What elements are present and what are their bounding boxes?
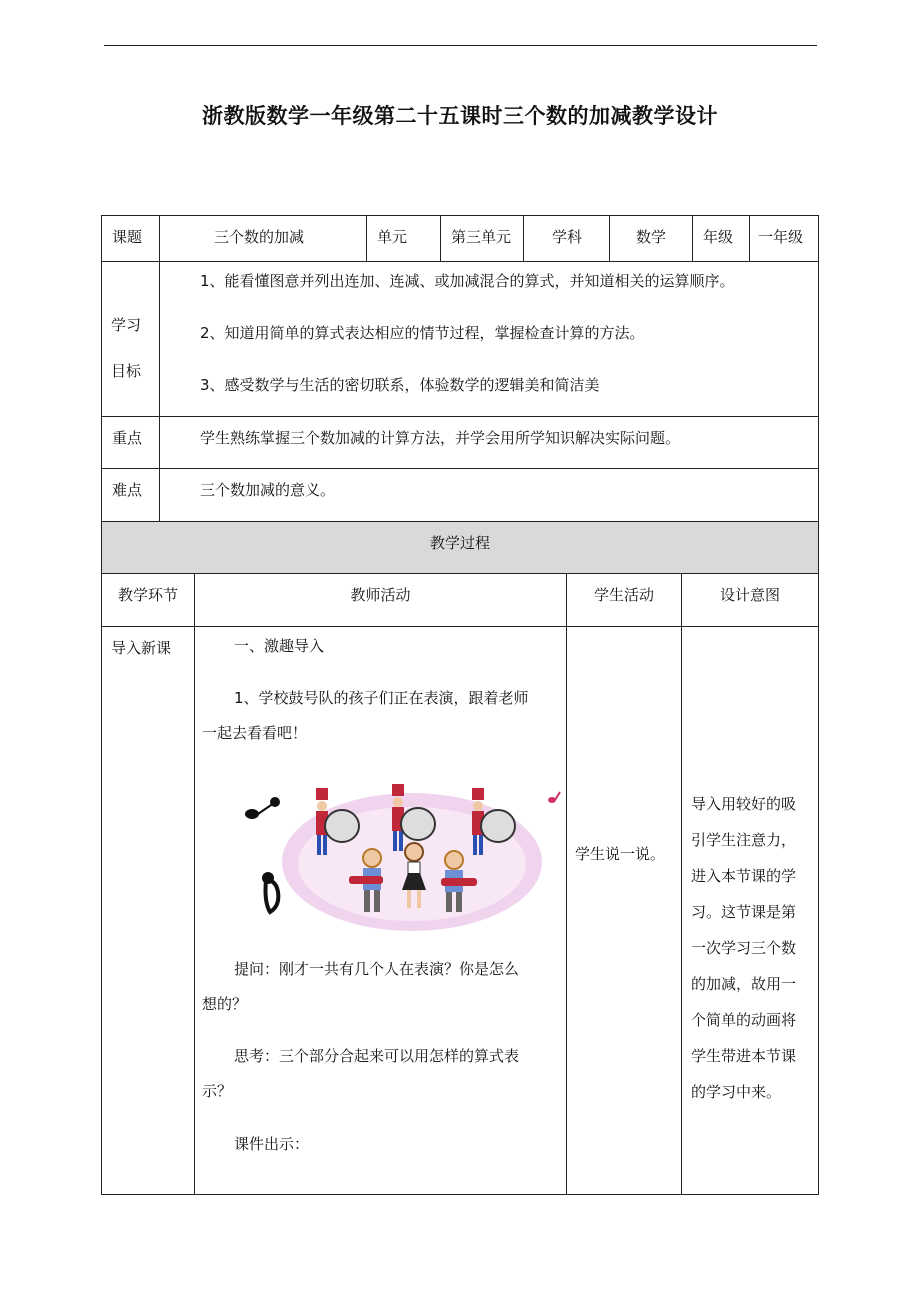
intro-section-heading: 一、激趣导入 bbox=[234, 637, 325, 655]
col-header-student: 学生活动 bbox=[566, 573, 682, 627]
col-header-intent: 设计意图 bbox=[681, 573, 819, 627]
question-line-2: 想的？ bbox=[202, 995, 248, 1013]
grade-label-cell: 年级 bbox=[692, 215, 750, 262]
music-note-icon bbox=[262, 872, 278, 912]
header-rule bbox=[104, 45, 817, 46]
intro-line-1: 1、学校鼓号队的孩子们正在表演，跟着老师 bbox=[234, 689, 529, 707]
unit-cell: 第三单元 bbox=[440, 215, 524, 262]
drum-band-illustration bbox=[236, 770, 572, 935]
unit-label-cell: 单元 bbox=[366, 215, 441, 262]
difficulty-label-cell: 难点 bbox=[101, 468, 160, 522]
design-intent-text: 导入用较好的吸引学生注意力，进入本节课的学习。这节课是第一次学习三个数的加减，故用一个简单的动画将学生带进本节课的学习中来。 bbox=[691, 795, 797, 1101]
music-note-icon bbox=[548, 792, 560, 803]
topic-label-cell: 课题 bbox=[101, 215, 160, 262]
think-line-1: 思考：三个部分合起来可以用怎样的算式表 bbox=[234, 1047, 520, 1065]
music-note-icon bbox=[245, 797, 280, 819]
subject-cell: 数学 bbox=[609, 215, 693, 262]
student-activity-cell: 学生说一说。 bbox=[566, 626, 682, 1195]
question-line-1: 提问：刚才一共有几个人在表演？你是怎么 bbox=[234, 960, 520, 978]
col-header-teacher: 教师活动 bbox=[194, 573, 567, 627]
objective-1: 1、能看懂图意并列出连加、连减、或加减混合的算式，并知道相关的运算顺序。 bbox=[200, 272, 735, 290]
intro-line-2: 一起去看看吧！ bbox=[202, 724, 308, 742]
topic-cell: 三个数的加减 bbox=[159, 215, 367, 262]
subject-label-cell: 学科 bbox=[523, 215, 610, 262]
stage-cell: 导入新课 bbox=[101, 626, 195, 1195]
col-header-stage: 教学环节 bbox=[101, 573, 195, 627]
difficulty-cell: 三个数加减的意义。 bbox=[159, 468, 819, 522]
grade-cell: 一年级 bbox=[749, 215, 819, 262]
key-point-cell: 学生熟练掌握三个数加减的计算方法，并学会用所学知识解决实际问题。 bbox=[159, 416, 819, 469]
process-header: 教学过程 bbox=[101, 521, 819, 574]
objective-2: 2、知道用简单的算式表达相应的情节过程，掌握检查计算的方法。 bbox=[200, 324, 645, 342]
objectives-label-cell: 学习 目标 bbox=[101, 261, 160, 417]
objectives-cell bbox=[159, 261, 819, 417]
courseware-label: 课件出示： bbox=[234, 1135, 310, 1153]
page-title: 浙教版数学一年级第二十五课时三个数的加减教学设计 bbox=[202, 104, 718, 128]
objective-3: 3、感受数学与生活的密切联系，体验数学的逻辑美和简洁美 bbox=[200, 376, 600, 394]
think-line-2: 示？ bbox=[202, 1082, 233, 1100]
key-point-label-cell: 重点 bbox=[101, 416, 160, 469]
